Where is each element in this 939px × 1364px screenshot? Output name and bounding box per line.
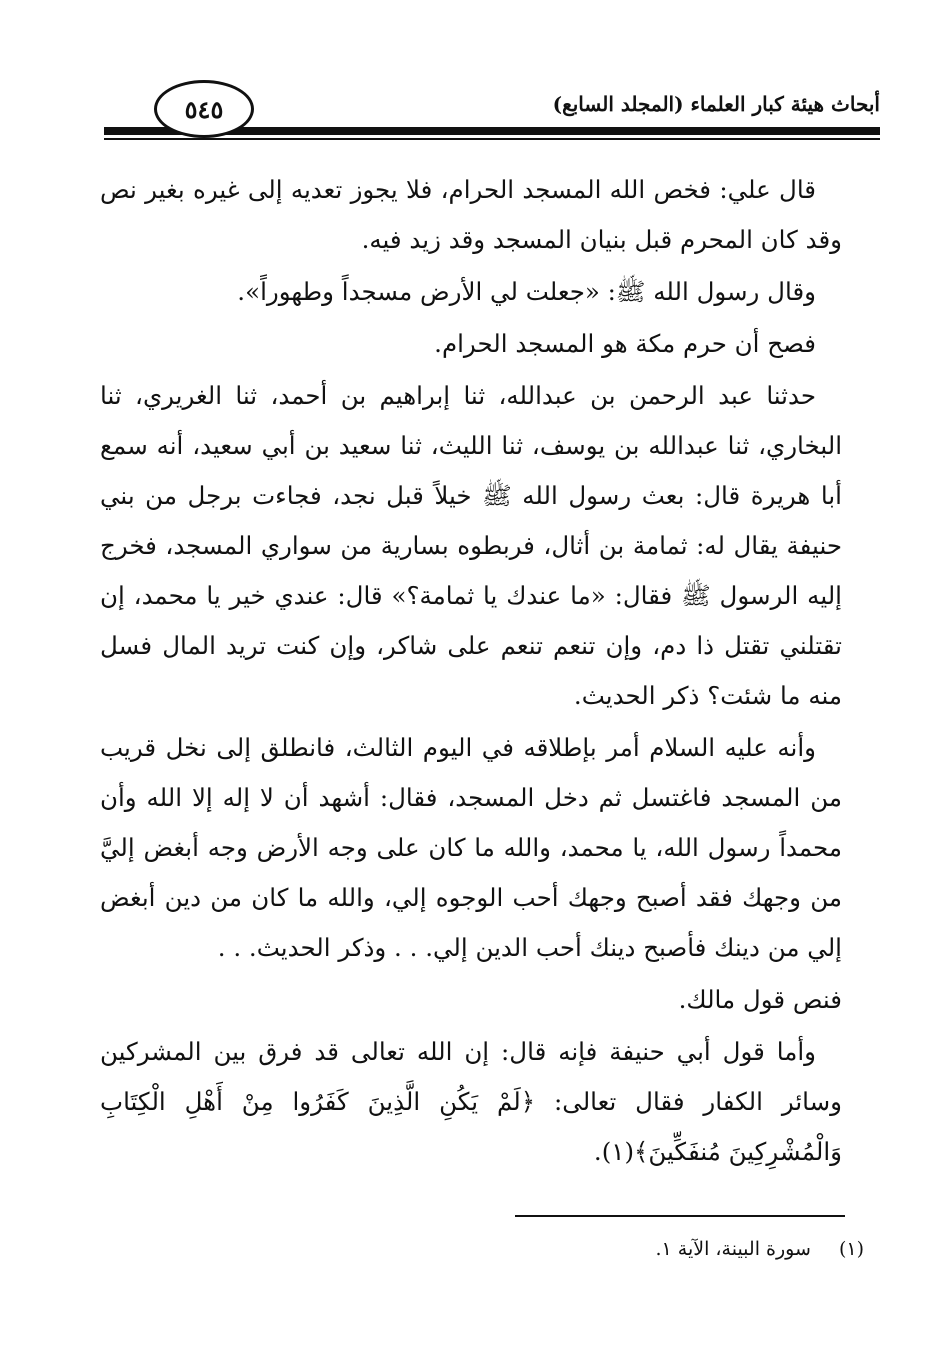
page-number: ٥٤٥ [154,80,254,138]
paragraph: وأنه عليه السلام أمر بإطلاقه في اليوم الثالث، فانطلق إلى نخل قريب من المسجد فاغتسل ثم دخل المسجد، فقال: أشهد أن لا إله إلا الله وأن محمداً رسول الله، يا محمد، والله ما كان على وجه الأرض وجه أبغض إليَّ من وجهك فقد أصبح وجهك أحب الوجوه إلي، والله ما كان من دين أبغض إلي من دينك فأصبح دينك أحب الدين إلي. . . وذكر الحديث. . . [100,733,842,962]
running-title: أبحاث هيئة كبار العلماء (المجلد السابع) [552,92,880,116]
footnote-number: (١) [838,1238,864,1260]
body-text [100,165,842,1179]
paragraph: وأما قول أبي حنيفة فإنه قال: إن الله تعالى قد فرق بين المشركين وسائر الكفار فقال تعالى: ﴿لَمْ يَكُنِ الَّذِينَ كَفَرُوا مِنْ أَهْلِ الْكِتَابِ وَالْمُشْرِكِينَ مُنفَكِّينَ﴾(١). [100,1037,842,1166]
paragraph: حدثنا عبد الرحمن بن عبدالله، ثنا إبراهيم بن أحمد، ثنا الغريري، ثنا البخاري، ثنا عبدالله بن يوسف، ثنا الليث، ثنا سعيد بن أبي سعيد، أنه سمع أبا هريرة قال: بعث رسول الله ﷺ خيلاً قبل نجد، فجاءت برجل من بني حنيفة يقال له: ثمامة بن أثال، فربطوه بسارية من سواري المسجد، فخرج إليه الرسول ﷺ فقال: «ما عندك يا ثمامة؟» قال: عندي خير يا محمد، إن تقتلني تقتل ذا دم، وإن تنعم تنعم على شاكر، وإن كنت تريد المال فسل منه ما شئت؟ ذكر الحديث. [100,381,842,710]
footnote-separator [515,1215,845,1217]
footnote [655,1238,864,1260]
footnote-text: سورة البينة، الآية ١. [655,1238,811,1260]
paragraph: قال علي: فخص الله المسجد الحرام، فلا يجوز تعديه إلى غيره بغير نص وقد كان المحرم قبل بنيان المسجد وقد زيد فيه. [100,175,842,254]
paragraph: فنص قول مالك. [678,985,842,1014]
header-rule-thin [104,138,880,140]
paragraph: وقال رسول الله ﷺ: «جعلت لي الأرض مسجداً وطهوراً». [237,277,816,306]
page-header [104,80,880,150]
paragraph: فصح أن حرم مكة هو المسجد الحرام. [434,329,816,358]
